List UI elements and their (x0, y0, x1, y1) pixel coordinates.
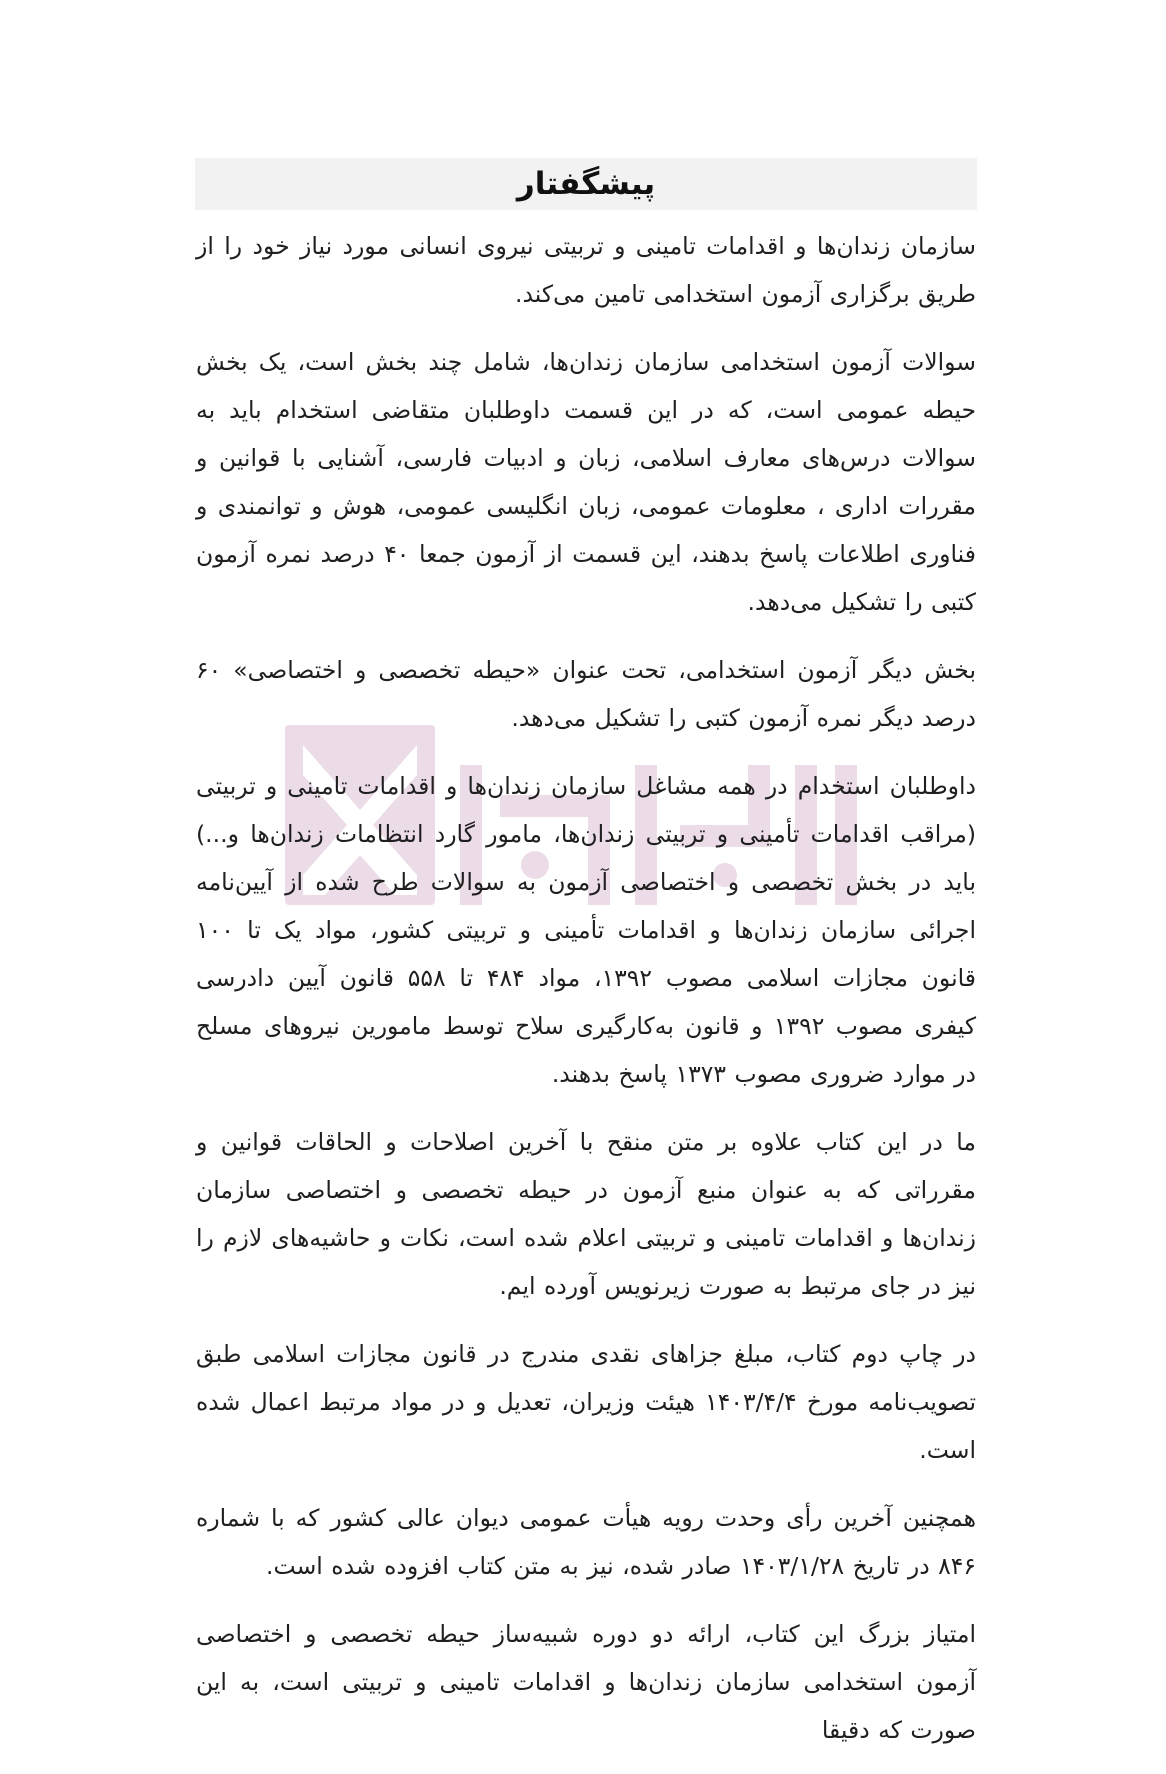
paragraph-4: داوطلبان استخدام در همه مشاغل سازمان زندان‌ها و اقدامات تامینی و تربیتی (مراقب اقدامات تأمینی و تربیتی زندان‌ها، مامور گارد انتظامات زندان‌ها و...) باید در بخش تخصصی و اختصاصی آزمون به سوالات طرح شده از آیین‌نامه اجرائی سازمان زندان‌ها و اقدامات تأمینی و تربیتی کشور، مواد یک تا ۱۰۰ قانون مجازات اسلامی مصوب ۱۳۹۲، مواد ۴۸۴ تا ۵۵۸ قانون آیین دادرسی کیفری مصوب ۱۳۹۲ و قانون به‌کارگیری سلاح توسط مامورین نیروهای مسلح در موارد ضروری مصوب ۱۳۷۳ پاسخ بدهند. (196, 772, 977, 1088)
page-title: پیشگفتار (516, 165, 656, 202)
paragraph-2: سوالات آزمون استخدامی سازمان زندان‌ها، شامل چند بخش است، یک بخش حیطه عمومی است، که در این قسمت داوطلبان متقاضی استخدام باید به سوالات درس‌های معارف اسلامی، زبان و ادبیات فارسی، آشنایی با قوانین و مقررات اداری ، معلومات عمومی، زبان انگلیسی عمومی، هوش و توانمندی و فناوری اطلاعات پاسخ بدهند، این قسمت از آزمون جمعا ۴۰ درصد نمره آزمون کتبی را تشکیل می‌دهد. (196, 348, 977, 616)
paragraph-1: سازمان زندان‌ها و اقدامات تامینی و تربیتی نیروی انسانی مورد نیاز خود را از طریق برگزاری آزمون استخدامی تامین می‌کند. (196, 232, 976, 308)
paragraph-6: در چاپ دوم کتاب، مبلغ جزاهای نقدی مندرج در قانون مجازات اسلامی طبق تصویب‌نامه مورخ ۱۴۰۳/۴/۴ هیئت وزیران، تعدیل و در مواد مرتبط اعمال شده است. (196, 1340, 976, 1464)
paragraph-3: بخش دیگر آزمون استخدامی، تحت عنوان «حیطه تخصصی و اختصاصی» ۶۰ درصد دیگر نمره آزمون کتبی را تشکیل می‌دهد. (196, 656, 976, 732)
preface-body (196, 222, 976, 1774)
paragraph-8: امتیاز بزرگ این کتاب، ارائه دو دوره شبیه‌ساز حیطه تخصصی و اختصاصی آزمون استخدامی سازمان زندان‌ها و اقدامات تامینی و تربیتی است، به این صورت که دقیقا (196, 1620, 976, 1744)
paragraph-5: ما در این کتاب علاوه بر متن منقح با آخرین اصلاحات و الحاقات قوانین و مقرراتی که به عنوان منبع آزمون در حیطه تخصصی و اختصاصی سازمان زندان‌ها و اقدامات تامینی و تربیتی اعلام شده است، نکات و حاشیه‌های لازم را نیز در جای مرتبط به صورت زیرنویس آورده ایم. (196, 1128, 976, 1300)
paragraph-7: همچنین آخرین رأی وحدت رویه هیأت عمومی دیوان عالی کشور که با شماره ۸۴۶ در تاریخ ۱۴۰۳/۱/۲۸ صادر شده، نیز به متن کتاب افزوده شده است. (196, 1504, 976, 1580)
title-band (195, 158, 977, 210)
